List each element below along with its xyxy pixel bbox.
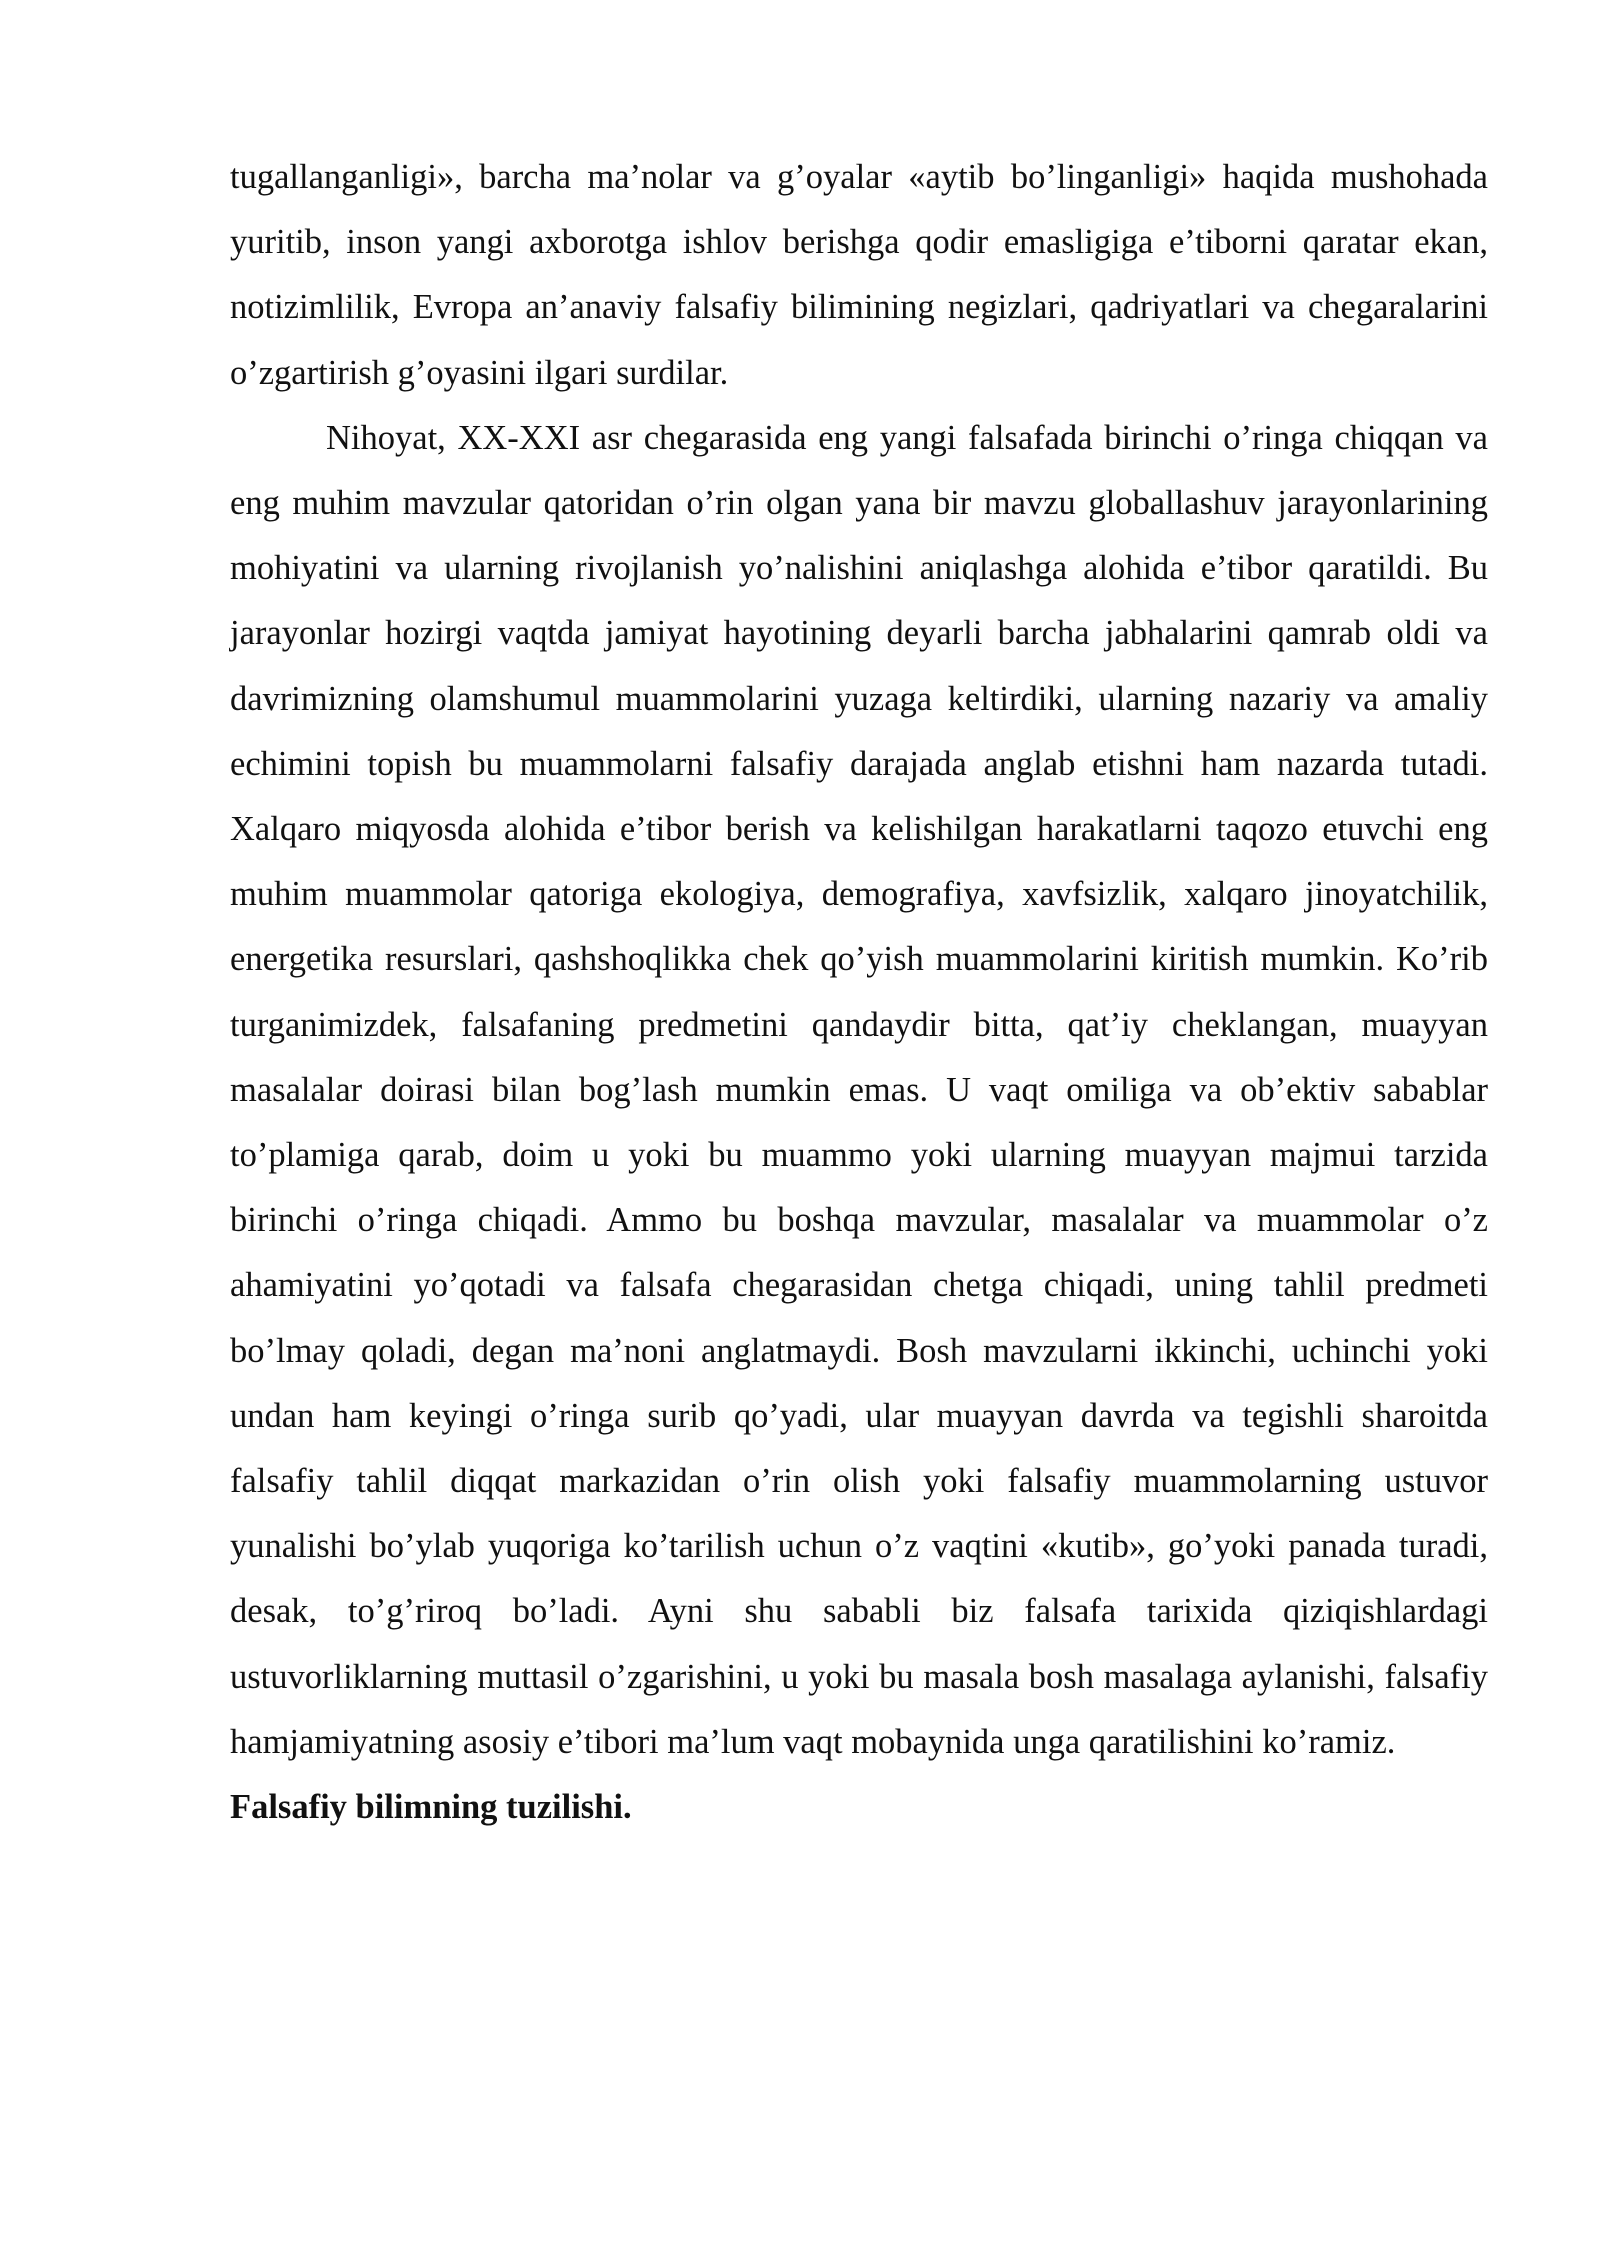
document-body xyxy=(230,145,1488,1840)
paragraph-continuation: tugallanganligi», barcha ma’nolar va g’oyalar «aytib bo’linganligi» haqida mushohada yuritib, inson yangi axborotga ishlov berishga qodir emasligiga e’tiborni qaratar ekan, notizimlilik, Evropa an’anaviy falsafiy bilimining negizlari, qadriyatlari va chegaralarini o’zgartirish g’oyasini ilgari surdilar. xyxy=(230,158,1488,392)
paragraph-globalization: Nihoyat, XX-XXI asr chegarasida eng yangi falsafada birinchi o’ringa chiqqan va eng muhim mavzular qatoridan o’rin olgan yana bir mavzu globallashuv jarayonlarining mohiyatini va ularning rivojlanish yo’nalishini aniqlashga alohida e’tibor qaratildi. Bu jarayonlar hozirgi vaqtda jamiyat hayotining deyarli barcha jabhalarini qamrab oldi va davrimizning olamshumul muammolarini yuzaga keltirdiki, ularning nazariy va amaliy echimini topish bu muammolarni falsafiy darajada anglab etishni ham nazarda tutadi. Xalqaro miqyosda alohida e’tibor berish va kelishilgan harakatlarni taqozo etuvchi eng muhim muammolar qatoriga ekologiya, demografiya, xavfsizlik, xalqaro jinoyatchilik, energetika resurslari, qashshoqlikka chek qo’yish muammolarini kiritish mumkin. Ko’rib turganimizdek, falsafaning predmetini qandaydir bitta, qat’iy cheklangan, muayyan masalalar doirasi bilan bog’lash mumkin emas. U vaqt omiliga va ob’ektiv sabablar to’plamiga qarab, doim u yoki bu muammo yoki ularning muayyan majmui tarzida birinchi o’ringa chiqadi. Ammo bu boshqa mavzular, masalalar va muammolar o’z ahamiyatini yo’qotadi va falsafa chegarasidan chetga chiqadi, uning tahlil predmeti bo’lmay qoladi, degan ma’noni anglatmaydi. Bosh mavzularni ikkinchi, uchinchi yoki undan ham keyingi o’ringa surib qo’yadi, ular muayyan davrda va tegishli sharoitda falsafiy tahlil diqqat markazidan o’rin olish yoki falsafiy muammolarning ustuvor yunalishi bo’ylab yuqoriga ko’tarilish uchun o’z vaqtini «kutib», go’yoki panada turadi, desak, to’g’riroq bo’ladi. Ayni shu sababli biz falsafa tarixida qiziqishlardagi ustuvorliklarning muttasil o’zgarishini, u yoki bu masala bosh masalaga aylanishi, falsafiy hamjamiyatning asosiy e’tibori ma’lum vaqt mobaynida unga qaratilishini ko’ramiz. xyxy=(230,418,1488,1761)
section-heading: Falsafiy bilimning tuzilishi. xyxy=(230,1788,632,1827)
